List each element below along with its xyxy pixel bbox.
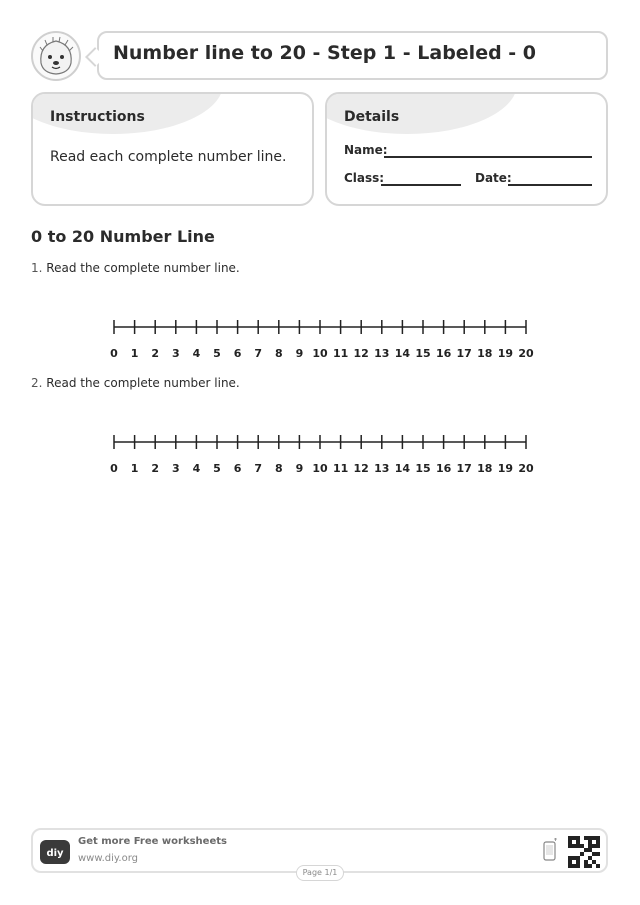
number-line-label: 13 xyxy=(374,347,390,360)
number-line-label: 5 xyxy=(213,462,221,475)
class-field[interactable] xyxy=(381,184,461,186)
number-line-label: 0 xyxy=(110,462,118,475)
qr-code-icon[interactable] xyxy=(568,836,600,868)
date-field[interactable] xyxy=(508,184,592,186)
number-line-label: 3 xyxy=(171,347,180,360)
details-title: Details xyxy=(344,109,400,125)
page-indicator: Page 1/1 xyxy=(296,865,344,881)
number-line-label: 5 xyxy=(213,347,221,360)
name-field[interactable] xyxy=(384,156,592,158)
number-line-label: 10 xyxy=(312,347,328,360)
number-line-label: 4 xyxy=(192,347,201,360)
section-heading: 0 to 20 Number Line xyxy=(31,227,215,246)
number-line-label: 9 xyxy=(295,462,304,475)
question-2-text: Read the complete number line. xyxy=(46,376,240,390)
number-line-label: 14 xyxy=(394,462,411,475)
number-line-label: 17 xyxy=(456,462,472,475)
number-line-label: 0 xyxy=(110,347,118,360)
number-line-label: 11 xyxy=(332,347,349,360)
page-title: Number line to 20 - Step 1 - Labeled - 0 xyxy=(113,42,537,64)
number-line-label: 8 xyxy=(274,462,283,475)
number-line-label: 20 xyxy=(518,347,534,360)
number-line-label: 15 xyxy=(415,347,431,360)
number-line-label: 19 xyxy=(497,462,514,475)
number-line-label: 6 xyxy=(233,347,242,360)
instructions-title: Instructions xyxy=(50,109,145,125)
instructions-text: Read each complete number line. xyxy=(50,149,287,165)
number-line-label: 10 xyxy=(312,462,328,475)
number-line-label: 11 xyxy=(332,462,349,475)
number-line-label: 8 xyxy=(274,347,283,360)
svg-text:diy: diy xyxy=(46,848,64,859)
question-2 xyxy=(31,376,240,390)
number-line-label: 3 xyxy=(171,462,180,475)
number-line-label: 2 xyxy=(151,462,160,475)
question-2-number: 2. xyxy=(31,376,43,390)
number-line-label: 19 xyxy=(497,347,514,360)
diy-logo-icon[interactable] xyxy=(40,840,70,864)
number-line-label: 16 xyxy=(435,347,452,360)
name-label: Name: xyxy=(344,143,388,157)
number-line-label: 9 xyxy=(295,347,304,360)
number-line-label: 12 xyxy=(353,462,369,475)
number-line-label: 1 xyxy=(130,347,139,360)
mascot-face-icon xyxy=(31,31,81,81)
number-line-2 xyxy=(100,427,550,487)
footer-promo: Get more Free worksheets xyxy=(78,836,227,847)
phone-icon xyxy=(542,838,558,862)
question-1-number: 1. xyxy=(31,261,43,275)
class-label: Class: xyxy=(344,171,385,185)
question-1 xyxy=(31,261,240,275)
number-line-label: 16 xyxy=(435,462,452,475)
number-line-label: 18 xyxy=(477,462,493,475)
footer-url[interactable]: www.diy.org xyxy=(78,853,138,864)
number-line-label: 4 xyxy=(192,462,201,475)
question-1-text: Read the complete number line. xyxy=(46,261,240,275)
number-line-label: 18 xyxy=(477,347,493,360)
number-line-label: 14 xyxy=(394,347,411,360)
instructions-card xyxy=(31,92,314,206)
number-line-label: 1 xyxy=(130,462,139,475)
number-line-label: 2 xyxy=(151,347,160,360)
number-line-label: 7 xyxy=(254,347,263,360)
number-line-1 xyxy=(100,312,550,372)
number-line-label: 15 xyxy=(415,462,431,475)
number-line-label: 13 xyxy=(374,462,390,475)
details-card xyxy=(325,92,608,206)
number-line-label: 6 xyxy=(233,462,242,475)
number-line-label: 12 xyxy=(353,347,369,360)
number-line-label: 20 xyxy=(518,462,534,475)
date-label: Date: xyxy=(475,171,512,185)
number-line-label: 7 xyxy=(254,462,263,475)
number-line-label: 17 xyxy=(456,347,472,360)
